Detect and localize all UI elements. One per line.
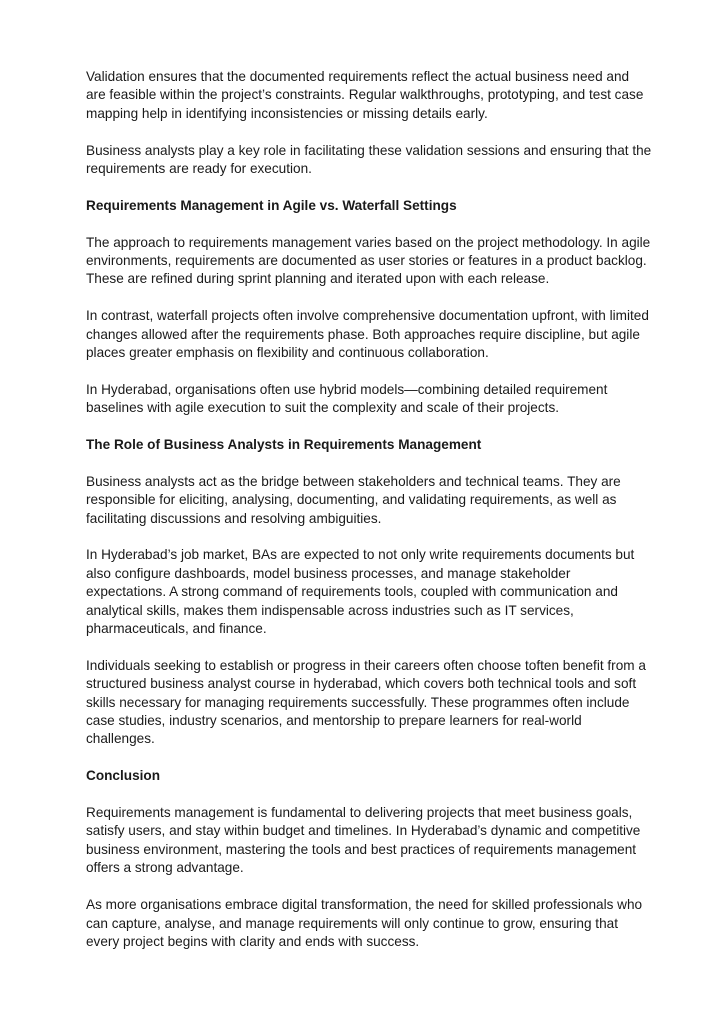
paragraph-course: Individuals seeking to establish or progress in their careers often choose toften benefit from a structured business analyst course in hyderabad, which covers both technical tools and soft skills necessary for managing requirements successfully. These programmes often include case studies, industry scenarios, and mentorship to prepare learners for real-world challenges.	[86, 657, 646, 747]
paragraph-bridge: Business analysts act as the bridge between stakeholders and technical teams. They are responsible for eliciting, analysing, documenting, and validating requirements, as well as facilitating discussions and resolving ambiguities.	[86, 473, 621, 526]
heading-conclusion: Conclusion	[86, 768, 161, 784]
paragraph-ba-role-validation: Business analysts play a key role in facilitating these validation sessions and ensuring that the requirements are ready for execution.	[86, 142, 652, 177]
paragraph-validation: Validation ensures that the documented requirements reflect the actual business need and are feasible within the project’s constraints. Regular walkthroughs, prototyping, and test case mapping help in identifying inconsistencies or missing details early.	[86, 69, 644, 121]
paragraph-conclusion-1: Requirements management is fundamental to delivering projects that meet business goals, satisfy users, and stay within budget and timelines. In Hyderabad’s dynamic and competitive business environment, mastering the tools and best practices of requirements management offers a strong advantage.	[86, 805, 641, 876]
heading-role-of-ba: The Role of Business Analysts in Requirements Management	[86, 437, 482, 453]
document-page	[86, 68, 652, 970]
heading-agile-vs-waterfall: Requirements Management in Agile vs. Waterfall Settings	[86, 197, 457, 213]
paragraph-job-market: In Hyderabad’s job market, BAs are expected to not only write requirements documents but also configure dashboards, model business processes, and manage stakeholder expectations. A strong command of requirements tools, coupled with communication and analytical skills, makes them indispensable across industries such as IT services, pharmaceuticals, and finance.	[86, 547, 635, 637]
paragraph-hybrid: In Hyderabad, organisations often use hybrid models—combining detailed requirement baselines with agile execution to suit the complexity and scale of their projects.	[86, 381, 608, 416]
paragraph-conclusion-2: As more organisations embrace digital transformation, the need for skilled professionals who can capture, analyse, and manage requirements will only continue to grow, ensuring that every project begins with clarity and ends with success.	[86, 897, 643, 949]
paragraph-methodology: The approach to requirements management varies based on the project methodology. In agile environments, requirements are documented as user stories or features in a product backlog. These are refined during sprint planning and iterated upon with each release.	[86, 234, 651, 287]
paragraph-waterfall: In contrast, waterfall projects often involve comprehensive documentation upfront, with limited changes allowed after the requirements phase. Both approaches require discipline, but agile places greater emphasis on flexibility and continuous collaboration.	[86, 308, 649, 361]
